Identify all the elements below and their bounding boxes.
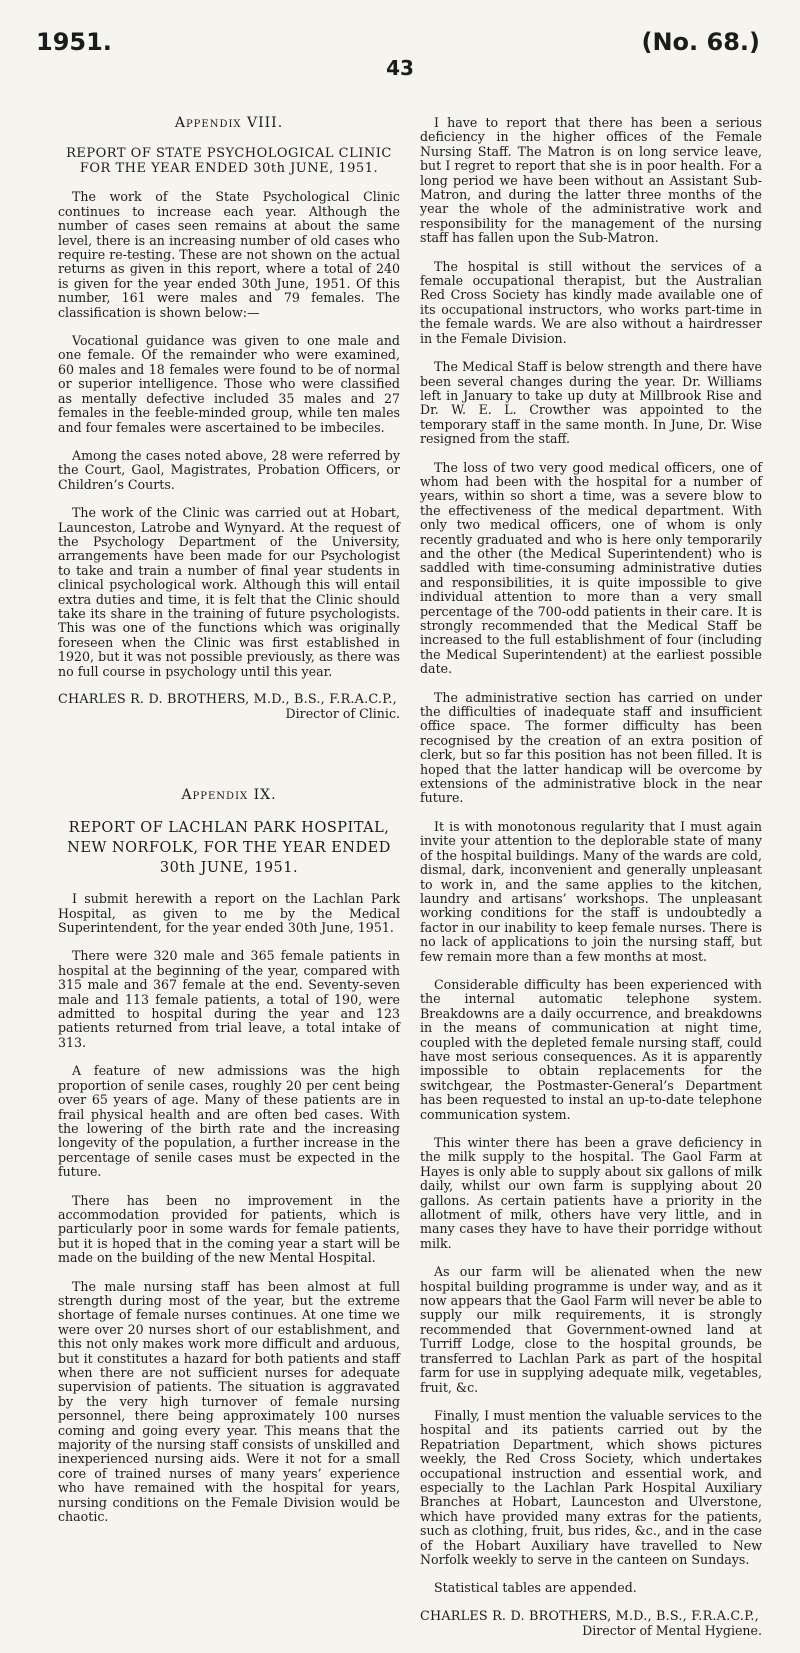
- appendix-ix-title: Appendix IX.: [181, 786, 277, 803]
- clinic-paragraph: The work of the State Psychological Clinic continues to increase each year. Although the number of cases seen remains at about the same level, there is an increasing number of old cases who require re-testing. These are not shown on the actual returns as given in this report, where a total of 240 is given for the year ended 30th June, 1951. Of this number, 161 were males and 79 females. The classification is shown below:—: [58, 189, 400, 320]
- hospital-report-title: REPORT OF LACHLAN PARK HOSPITAL, NEW NORFOLK, FOR THE YEAR ENDED 30th JUNE, 1951.: [67, 820, 391, 877]
- clinic-paragraph: Vocational guidance was given to one male and one female. Of the remainder who were examined, 60 males and 18 females were found to be of normal or superior intelligence. Those who were classified as mentally defective included 35 males and 27 females in the feeble-minded group, while ten males and four females were ascertained to be imbeciles.: [58, 333, 400, 435]
- hospital-paragraph: I have to report that there has been a serious deficiency in the higher offices of the Female Nursing Staff. The Matron is on long service leave, but I regret to report that she is in poor health. For a long period we have been without an Assistant Sub-Matron, and during the latter three months of the year the whole of the administrative work and responsibility for the management of the nursing staff has fallen upon the Sub-Matron.: [420, 115, 762, 246]
- right-column: [420, 116, 762, 1653]
- hospital-paragraph: The loss of two very good medical officers, one of whom had been with the hospital for a number of years, within so short a time, was a severe blow to the effectiveness of the medical department. With only two medical officers, one of whom is only recently graduated and who is here only temporarily and the other (the Medical Superintendent) who is saddled with time-consuming administrative duties and responsibilities, it is quite impossible to give individual attention to more than a very small percentage of the 700-odd patients in their care. It is strongly recommended that the Medical Staff be increased to the full establishment of four (including the Medical Superintendent) at the earliest possible date.: [420, 459, 762, 677]
- hospital-paragraph: A feature of new admissions was the high proportion of senile cases, roughly 20 per cent being over 65 years of age. Many of these patients are in frail physical health and are often bed cases. With the lowering of the birth rate and the increasing longevity of the population, a further increase in the percentage of senile cases must be expected in the future.: [58, 1063, 400, 1180]
- hospital-paragraph: The hospital is still without the services of a female occupational therapist, but the Australian Red Cross Society has kindly made available one of its occupational instructors, who works part-time in the female wards. We are also without a hairdresser in the Female Division.: [420, 258, 762, 346]
- hospital-paragraph: There has been no improvement in the accommodation provided for patients, which is particularly poor in some wards for female patients, but it is hoped that in the coming year a start will be made on the building of the new Mental Hospital.: [58, 1192, 400, 1266]
- hospital-paragraph: The Medical Staff is below strength and there have been several changes during the year. Dr. Williams left in January to take up duty at Millbrook Rise and Dr. W. E. L. Crowther was appointed to the temporary staff in the same month. In June, Dr. Wise resigned from the staff.: [420, 359, 762, 447]
- header-year: 1951.: [36, 28, 112, 56]
- hospital-paragraph: Finally, I must mention the valuable services to the hospital and its patients carried out by the Repatriation Department, which shows pictures weekly, the Red Cross Society, which undertakes occupational instruction and essential work, and especially to the Lachlan Park Hospital Auxiliary Branches at Hobart, Launceston and Ulverstone, which have provided many extras for the patients, such as clothing, fruit, bus rides, &c., and in the case of the Hobart Auxiliary have travelled to New Norfolk weekly to serve in the canteen on Sundays.: [420, 1407, 762, 1567]
- clinic-signature-role: Director of Clinic.: [285, 706, 400, 722]
- hospital-paragraph: Statistical tables are appended.: [434, 1580, 637, 1596]
- header-paper-number: (No. 68.): [641, 28, 760, 56]
- hospital-paragraph: It is with monotonous regularity that I must again invite your attention to the deplorable state of many of the hospital buildings. Many of the wards are cold, dismal, dark, inconvenient and generally unpleasant to work in, and the same applies to the kitchen, laundry and artisans’ workshops. The unpleasant working conditions for the staff is undoubtedly a factor in our inability to keep female nurses. There is no lack of applications to join the nursing staff, but few remain more than a few months at most.: [420, 818, 762, 964]
- clinic-paragraph: The work of the Clinic was carried out at Hobart, Launceston, Latrobe and Wynyard. At the request of the Psychology Department of the University, arrangements have been made for our Psychologist to take and train a number of final year students in clinical psychological work. Although this will entail extra duties and time, it is felt that the Clinic should take its share in the training of future psychologists. This was one of the functions which was originally foreseen when the Clinic was first established in 1920, but it was not possible previously, as there was no full course in psychology until this year.: [58, 505, 400, 679]
- hospital-paragraph: There were 320 male and 365 female patients in hospital at the beginning of the year, compared with 315 male and 367 female at the end. Seventy-seven male and 113 female patients, a total of 190, were admitted to hospital during the year and 123 patients returned from trial leave, a total intake of 313.: [58, 948, 400, 1050]
- hospital-paragraph: The administrative section has carried on under the difficulties of inadequate staff and insufficient office space. The former difficulty has been recognised by the creation of an extra position of clerk, but so far this position has not been filled. It is hoped that the latter handicap will be overcome by extensions of the administrative block in the near future.: [420, 689, 762, 806]
- clinic-report-title: REPORT OF STATE PSYCHOLOGICAL CLINIC FOR THE YEAR ENDED 30th JUNE, 1951.: [66, 146, 392, 177]
- appendix-viii-title: Appendix VIII.: [174, 115, 284, 131]
- clinic-paragraph: Among the cases noted above, 28 were referred by the Court, Gaol, Magistrates, Probation Officers, or Children’s Courts.: [58, 447, 400, 492]
- hospital-paragraph: Considerable difficulty has been experienced with the internal automatic telephone system. Breakdowns are a daily occurrence, and breakdowns in the means of communication at night time, coupled with the depleted female nursing staff, could have most serious consequences. As it is apparently impossible to obtain replacements for the switchgear, the Postmaster-General’s Department has been requested to instal an up-to-date telephone communication system.: [420, 976, 762, 1122]
- hospital-signature-role: Director of Mental Hygiene.: [582, 1623, 762, 1639]
- hospital-signature-name: CHARLES R. D. BROTHERS, M.D., B.S., F.R.A.C.P.,: [420, 1608, 759, 1624]
- left-column: [58, 116, 400, 1524]
- clinic-signature-name: CHARLES R. D. BROTHERS, M.D., B.S., F.R.A.C.P.,: [58, 692, 397, 707]
- hospital-paragraph: I submit herewith a report on the Lachlan Park Hospital, as given to me by the Medical Superintendent, for the year ended 30th June, 1951.: [58, 891, 400, 936]
- hospital-paragraph: As our farm will be alienated when the new hospital building programme is under way, and as it now appears that the Gaol Farm will never be able to supply our milk requirements, it is strongly recommended that Government-owned land at Turriff Lodge, close to the hospital grounds, be transferred to Lachlan Park as part of the hospital farm for use in supplying adequate milk, vegetables, fruit, &c.: [420, 1264, 762, 1395]
- hospital-paragraph: This winter there has been a grave deficiency in the milk supply to the hospital. The Gaol Farm at Hayes is only able to supply about six gallons of milk daily, whilst our own farm is supplying about 20 gallons. As certain patients have a priority in the allotment of milk, others have very little, and in many cases they have to have their porridge without milk.: [420, 1135, 762, 1251]
- page-number: 43: [386, 56, 414, 80]
- hospital-paragraph: The male nursing staff has been almost at full strength during most of the year, but the extreme shortage of female nurses continues. At one time we were over 20 nurses short of our establishment, and this not only makes work more difficult and arduous, but it constitutes a hazard for both patients and staff when there are not sufficient nurses for adequate supervision of patients. The situation is aggravated by the very high turnover of female nursing personnel, there being approximately 100 nurses coming and going every year. This means that the majority of the nursing staff consists of unskilled and inexperienced nursing aids. Were it not for a small core of trained nurses of many years’ experience who have remained with the hospital for years, nursing conditions on the Female Division would be chaotic.: [58, 1278, 400, 1525]
